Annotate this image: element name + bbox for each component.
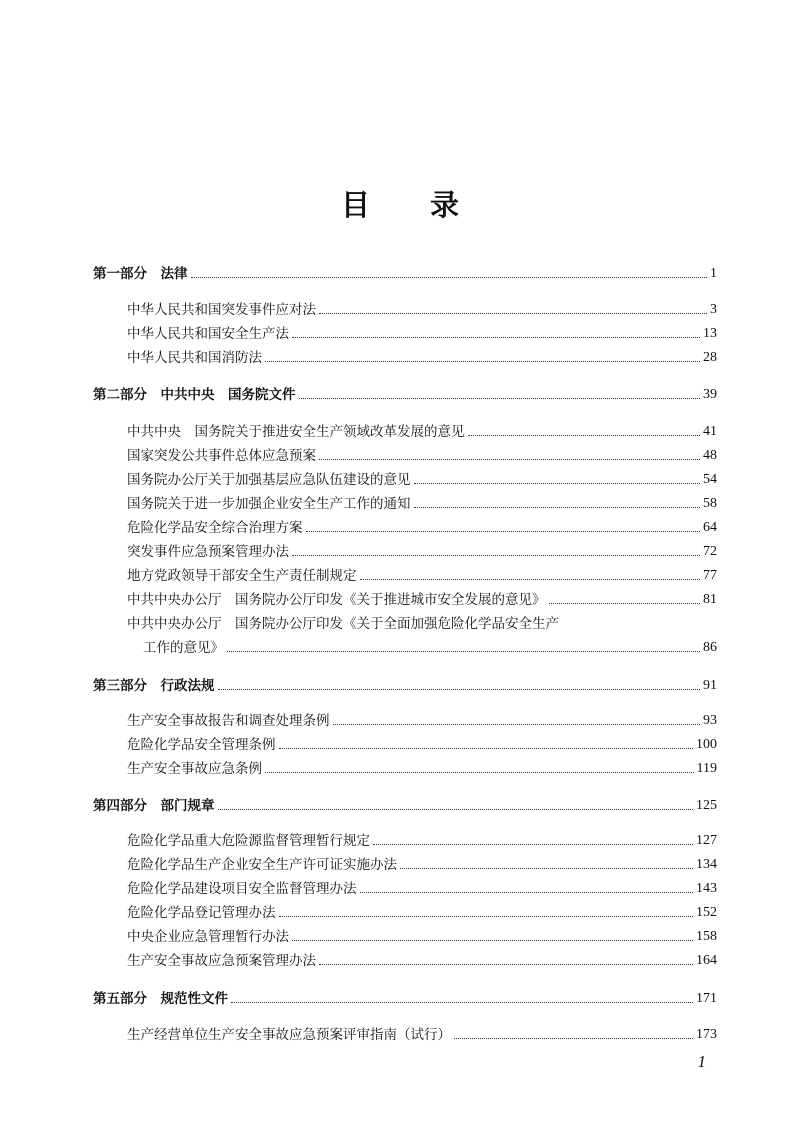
toc-page-number: 158 [696,929,717,944]
toc-section[interactable] [93,381,717,405]
leader-dots [306,531,701,532]
toc-entry-title: 危险化学品安全管理条例 [127,737,276,753]
toc-entry-title: 地方党政领导干部安全生产责任制规定 [127,568,357,584]
toc-page-number: 3 [710,302,717,317]
toc-entry-title: 中华人民共和国消防法 [127,350,262,366]
toc-entry[interactable] [127,514,717,538]
toc-entry-title: 危险化学品重大危险源监督管理暂行规定 [127,833,370,849]
toc-entry[interactable] [127,731,717,755]
toc-section[interactable] [93,672,717,696]
toc-entry-title: 生产安全事故报告和调查处理条例 [127,713,330,729]
leader-dots [319,964,693,965]
toc-entry[interactable] [127,562,717,586]
leader-dots [218,689,701,690]
toc-page-number: 125 [696,798,717,813]
leader-dots [400,868,693,869]
leader-dots [279,916,694,917]
toc-page-number: 64 [703,520,717,535]
toc-entry[interactable] [127,899,717,923]
toc-section[interactable] [93,985,717,1009]
toc-page-number: 127 [696,833,717,848]
toc-entry-page: 86 [703,640,717,655]
toc-entry-title: 生产安全事故应急条例 [127,761,262,777]
toc-page-number: 119 [696,761,717,776]
leader-dots [414,507,701,508]
toc-entry-title: 生产经营单位生产安全事故应急预案评审指南（试行） [127,1027,451,1043]
toc-page-number: 48 [703,448,717,463]
toc-section-title: 第一部分 法律 [93,266,188,282]
toc-entry-title: 工作的意见》 [143,640,224,656]
toc-entry-title: 国家突发公共事件总体应急预案 [127,448,316,464]
toc-entry[interactable] [127,586,717,610]
toc-entry[interactable] [127,755,717,779]
leader-dots [292,555,700,556]
toc-page-number: 58 [703,496,717,511]
leader-dots [265,361,700,362]
toc-page-number: 100 [696,737,717,752]
toc-page-number: 72 [703,544,717,559]
leader-dots [265,772,694,773]
toc-entry[interactable] [127,296,717,320]
toc-page-number: 81 [703,592,717,607]
leader-dots [360,579,701,580]
leader-dots [414,483,701,484]
leader-dots [292,940,693,941]
toc-page-number: 164 [696,953,717,968]
toc-entry-title: 中共中央办公厅 国务院办公厅印发《关于推进城市安全发展的意见》 [127,592,546,608]
leader-dots [454,1038,693,1039]
page-title: 目录 [340,188,519,222]
toc-entry-title: 危险化学品登记管理办法 [127,905,276,921]
toc-page-number: 39 [703,387,717,402]
toc-entry[interactable] [127,827,717,851]
toc-page-number: 134 [696,857,717,872]
toc-section-title: 第二部分 中共中央 国务院文件 [93,387,296,403]
toc-entry-title: 中共中央 国务院关于推进安全生产领域改革发展的意见 [127,424,465,440]
toc-entry[interactable] [127,851,717,875]
toc-entry[interactable] [127,320,717,344]
toc-entry-title: 突发事件应急预案管理办法 [127,544,289,560]
toc-entry-title: 中华人民共和国突发事件应对法 [127,302,316,318]
toc-entry-title: 国务院关于进一步加强企业安全生产工作的通知 [127,496,411,512]
toc-page-number: 13 [703,326,717,341]
toc-page-number: 152 [696,905,717,920]
toc-page-number: 41 [703,424,717,439]
toc-page-number: 171 [696,991,717,1006]
toc-page-number: 173 [696,1027,717,1042]
leader-dots [292,337,700,338]
toc-section-title: 第四部分 部门规章 [93,798,215,814]
toc-entry[interactable] [127,1021,717,1045]
toc-page-number: 93 [703,713,717,728]
toc-page-number: 28 [703,350,717,365]
toc-entry[interactable] [127,707,717,731]
leader-dots [218,809,694,810]
toc-entry-title: 危险化学品安全综合治理方案 [127,520,303,536]
toc-page-number: 143 [696,881,717,896]
toc-entry[interactable] [127,344,717,368]
leader-dots [299,398,701,399]
leader-dots [319,313,707,314]
toc-entry-title: 危险化学品生产企业安全生产许可证实施办法 [127,857,397,873]
leader-dots [360,892,694,893]
toc-entry[interactable] [127,490,717,514]
toc-page-number: 91 [703,678,717,693]
leader-dots [319,459,700,460]
leader-dots [373,844,693,845]
toc-entry-title: 中华人民共和国安全生产法 [127,326,289,342]
toc-entry-title: 生产安全事故应急预案管理办法 [127,953,316,969]
leader-dots [227,651,700,652]
toc-page-number: 1 [710,266,717,281]
toc-section[interactable] [93,792,717,816]
toc-entry-title: 中共中央办公厅 国务院办公厅印发《关于全面加强危险化学品安全生产 [127,616,559,632]
leader-dots [468,435,701,436]
toc-entry[interactable] [127,538,717,562]
toc-section-title: 第三部分 行政法规 [93,678,215,694]
toc-section[interactable] [93,260,717,284]
leader-dots [333,724,701,725]
toc-page-number: 54 [703,472,717,487]
toc-entry[interactable] [127,875,717,899]
toc-entry[interactable] [127,947,717,971]
leader-dots [279,748,694,749]
toc-entry[interactable] [127,442,717,466]
toc-entry[interactable] [127,923,717,947]
toc-entry[interactable] [127,418,717,442]
leader-dots [231,1002,693,1003]
toc-entry-title: 国务院办公厅关于加强基层应急队伍建设的意见 [127,472,411,488]
toc-entry[interactable] [143,634,717,658]
toc-entry-title: 危险化学品建设项目安全监督管理办法 [127,881,357,897]
toc-page-number: 77 [703,568,717,583]
toc-entry[interactable] [127,610,717,634]
toc-section-title: 第五部分 规范性文件 [93,991,228,1007]
leader-dots [191,277,708,278]
page-number: 1 [697,1052,706,1071]
leader-dots [549,603,701,604]
toc-entry-title: 中央企业应急管理暂行办法 [127,929,289,945]
toc-entry[interactable] [127,466,717,490]
